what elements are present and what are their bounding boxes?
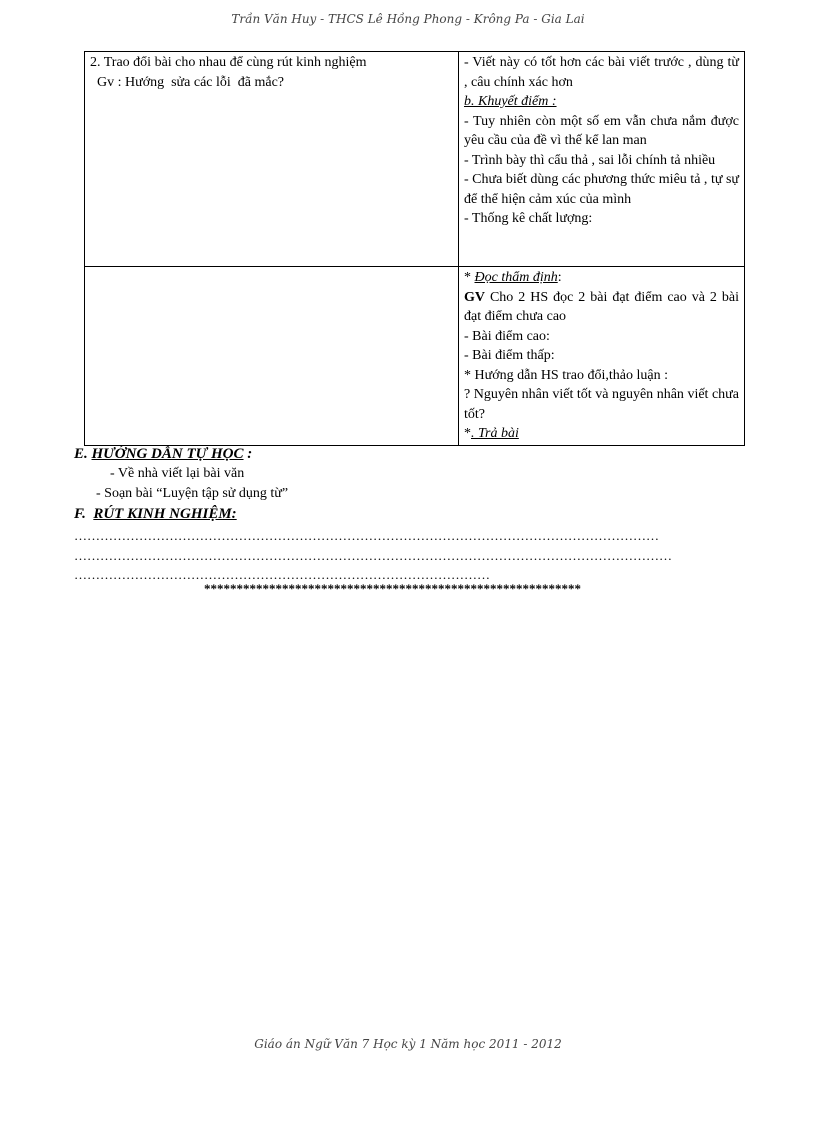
- row2-right-line2: - Bài điểm thấp:: [464, 348, 555, 363]
- section-e-item1: - Về nhà viết lại bài văn: [110, 466, 245, 481]
- gv-line: [464, 288, 739, 327]
- page-header: Trần Văn Huy - THCS Lê Hồng Phong - Krông Pa - Gia Lai: [231, 12, 585, 26]
- gv-text: Cho 2 HS đọc 2 bài đạt điểm cao và 2 bài đạt điểm chưa cao: [464, 289, 739, 324]
- row1-left-line2: Gv : Hướng sửa các lỗi đã mắc?: [90, 74, 285, 90]
- section-f-label: F.: [74, 506, 94, 522]
- dotted-line-2: …………………………………………………………………………………………………………………………: [74, 548, 672, 563]
- row1-left-line1: 2. Trao đổi bài cho nhau để cùng rút kinh nghiệm: [90, 55, 367, 70]
- reading-heading: [464, 268, 739, 288]
- lesson-table: [84, 51, 745, 446]
- row1-right-line5: - Thống kê chất lượng:: [464, 211, 593, 226]
- row2-right-line4: ? Nguyên nhân viết tốt và nguyên nhân viết chưa tốt?: [464, 387, 739, 422]
- bullet-star: *: [464, 426, 471, 441]
- page-footer: Giáo án Ngữ Văn 7 Học kỳ 1 Năm học 2011 - 2012: [254, 1037, 562, 1051]
- table-row: [85, 267, 745, 446]
- row2-right-line3: * Hướng dẫn HS trao đổi,thảo luận :: [464, 367, 668, 383]
- row1-right-line4: - Chưa biết dùng các phương thức miêu tả , tự sự để thể hiện cảm xúc của mình: [464, 172, 739, 207]
- row1-right-cell: [459, 52, 745, 267]
- reading-title: Đọc thẩm định: [474, 270, 558, 285]
- section-f-title: RÚT KINH NGHIỆM:: [93, 506, 237, 522]
- gv-label: GV: [464, 289, 485, 305]
- section-f-heading: [74, 506, 237, 523]
- table-row: [85, 52, 745, 267]
- row2-left-cell: [85, 267, 459, 446]
- weakness-heading: b. Khuyết điểm :: [464, 94, 557, 109]
- return-heading: [464, 424, 739, 444]
- star-divider: **********************************************************: [204, 581, 581, 596]
- dotted-line-1: ………………………………………………………………………………………………………………………: [74, 528, 659, 543]
- section-e-title: HƯỚNG DẪN TỰ HỌC: [91, 446, 244, 462]
- row2-right-cell: [459, 267, 745, 446]
- reading-suffix: :: [557, 270, 562, 285]
- row1-left-cell: [85, 52, 459, 267]
- section-e-heading: [74, 446, 252, 463]
- row1-right-line2: - Tuy nhiên còn một số em vẫn chưa nắm được yêu cầu của đề vì thế kể lan man: [464, 113, 739, 148]
- row1-right-line3: - Trình bày thì cẩu thả , sai lỗi chính tả nhiều: [464, 152, 716, 168]
- bullet-star: *: [464, 270, 475, 285]
- section-e-label: E.: [74, 446, 92, 462]
- section-e-suffix: :: [243, 446, 253, 462]
- row1-right-line1: - Viết này có tốt hơn các bài viết trước , dùng từ , câu chính xác hơn: [464, 55, 739, 90]
- row2-right-line1: - Bài điểm cao:: [464, 328, 550, 344]
- dotted-line-3: ……………………………………………………………………………………: [74, 567, 490, 582]
- return-title: . Trả bài: [471, 426, 519, 441]
- section-e-item2: - Soạn bài “Luyện tập sử dụng từ”: [96, 486, 289, 501]
